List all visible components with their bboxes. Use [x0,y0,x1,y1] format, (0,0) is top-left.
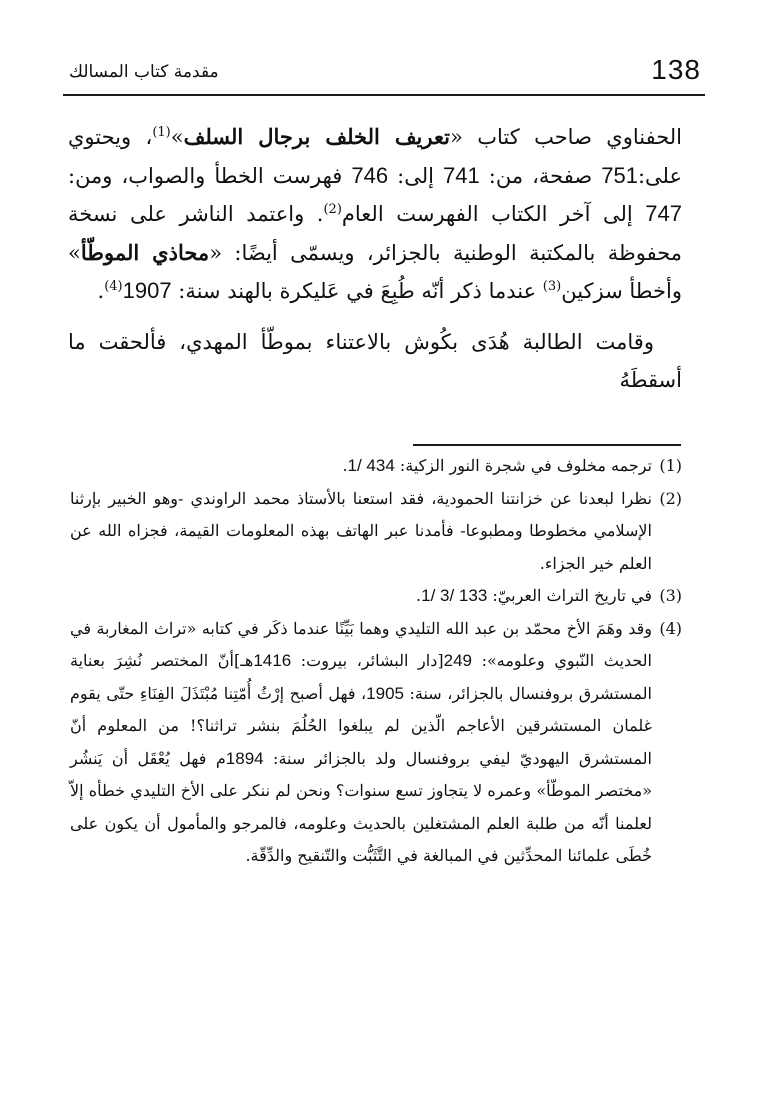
footnote-text: وقد وهَمَ الأخ محمّد بن عبد الله التليدي وهما بَيِّنًا عندما ذكَر في كتابه «تراث المغاربة في الحديث النّبوي وعلومه»: [70,618,652,670]
book-title: تعريف الخلف برجال السلف [183,124,450,149]
footnote-text: في تاريخ التراث العربيّ: [487,586,652,605]
footnote-text: ترجمه مخلوف في شجرة النور الزكية: [394,456,652,475]
footnote-4 [70,613,682,873]
text-run: صفحة، من: [479,163,602,188]
number: 1894 [225,748,264,768]
footnote-text: . [416,586,422,605]
page-number: 138 [651,54,701,85]
text-run: . واعتمد الناشر على نسخة محفوظة بالمكتبة الوطنية بالجزائر، ويسمّى أيضًا: « [68,202,683,265]
number: 1416 [253,651,292,670]
footnote-text: م فهل يُعْقَل أن يَنشُر «مختصر الموطّأ» وعمره لا يتجاوز تسع سنوات؟ ونحن لم ننكر على الأخ التليدي خطأه إلاّ لعلمنا أنّه من طلبة العلم المشتغلين بالحديث وعلومه، فالمرجو والمأمول أن يكون على خُطَى علمائنا المحدِّثين في المبالغة في التَّثَبُّت والتّنقيح والدِّقّة. [70,748,652,865]
footnote-text: نظرا لبعدنا عن خزانتنا الحمودية، فقد استعنا بالأستاذ محمد الراوندي -وهو الخبير بإرثنا الإسلامي مخطوطا ومطبوعا- فأمدنا عبر الهاتف بهذه المعلومات القيمة، فجزاه الله عن العلم خير الجزاء. [70,488,652,573]
number: 747 [645,201,682,226]
text-run: فهرست الخطأ والصواب، ومن: [68,163,352,188]
footnote-text: . [342,456,348,475]
footnote-ref-4: (4) [104,279,123,294]
paragraph-1 [68,118,682,311]
alternate-title: محاذي الموطّأ [80,239,210,265]
text-run: إلى آخر الكتاب الفهرست العام [341,202,646,226]
footnote-number: (4) [659,618,682,638]
footnote-ref-3: (3) [542,279,562,294]
footnote-ref-1: (1) [152,125,171,140]
text-run: الحفناوي صاحب كتاب « [449,125,682,149]
footnote-text: ، فهل أصبح إرْثُ أُمّتِنا مُبْتَذَلَ الفِنَاءِ حتّى يقوم غلمان المستشرقين الأعاجم الّذين لم يبلغوا الحُلُمَ بنشر تراثنا؟! من المعلوم أنّ المستشرق اليهوديّ ليفي بروفنسال ولد بالجزائر سنة: [70,683,653,768]
number: 1907 [122,278,172,303]
text-run: . [97,279,105,303]
paragraph-2: وقامت الطالبة هُدَى بكُوش بالاعتناء بموطّأ المهدي، فألحقت ما أسقطَهُ [68,329,682,392]
text-run: عندما ذكر أنّه طُبِعَ في عَليكرة بالهند سنة: [171,279,543,303]
footnote-number: (2) [659,488,682,508]
footnote-3 [70,580,682,613]
page-header [63,48,705,96]
text-run: إلى: [388,163,443,188]
footnote-number: (3) [659,586,682,605]
text-run: ، ويحتوي على: [68,125,682,188]
footnote-2 [70,483,682,581]
number: 1/ 3/ 133 [421,586,488,605]
footnote-number: (1) [659,456,682,475]
number: 746 [351,162,389,188]
number: 751 [601,162,638,188]
footnote-separator [413,444,681,446]
number: 1905 [366,683,404,703]
number: 1/ 434 [347,456,395,475]
footnote-ref-2: (2) [323,202,342,217]
text-run: » وأخطأ سزكين [68,240,682,303]
text-run: » [170,125,184,149]
number: 741 [443,162,480,188]
footnote-text: [دار البشائر، بيروت: [291,651,444,670]
number: 249 [443,651,472,670]
footnote-1 [70,450,682,483]
footnotes [70,450,682,873]
running-title: مقدمة كتاب المسالك [69,62,219,82]
footnote-text: هـ]أنّ المختصر نُشِرَ بعناية المستشرق بروفنسال بالجزائر، سنة: [70,651,652,703]
body-text [68,118,682,400]
